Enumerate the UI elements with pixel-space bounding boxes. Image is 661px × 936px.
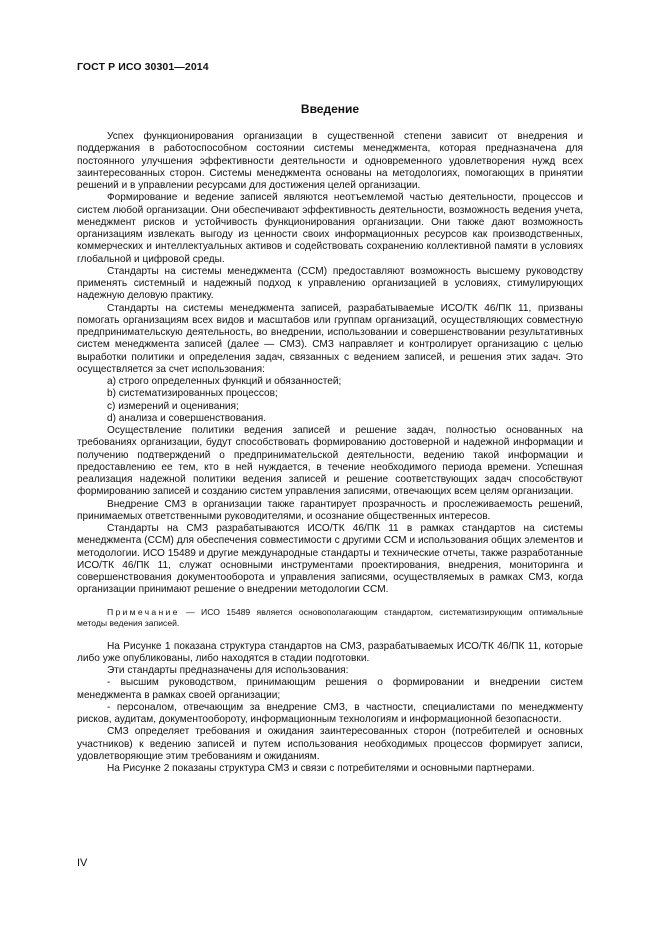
paragraph: Формирование и ведение записей являются неотъемлемой частью деятельности, процессов и систем любой организации. Они обеспечивают эффективность деятельности, возможность ведения учета, менеджмент рисков и устойчивость функционирования организации. Они также дают возможность организациям извлекать выгоду из ценности своих информационных ресурсов как производственных, коммерческих и интеллектуальных активов и содействовать сохранению коллективной памяти в условиях глобальной и цифровой среды. [77,192,583,265]
paragraph: Успех функционирования организации в существенной степени зависит от внедрения и поддержания в работоспособном состоянии системы менеджмента, которая предназначена для постоянного улучшения эффективности деятельности и одновременного удовлетворения нужд всех заинтересованных сторон. Системы менеджмента основаны на методологиях, помогающих в принятии решений и в управлении ресурсами для достижения целей организации. [77,131,583,191]
paragraph: Стандарты на СМЗ разрабатываются ИСО/ТК 46/ПК 11 в рамках стандартов на системы менеджмента (ССМ) для обеспечения совместимости с другими ССМ и использования общих элементов и методологии. ИСО 15489 и другие международные стандарты и технические отчеты, также разработанные ИСО/ТК 46/ПК 11, служат основными инструментами проектирования, внедрения, мониторинга и совершенствования документооборота и управления записями, осуществляемых в рамках СМЗ, когда организации принимают решение о внедрении методологии ССМ. [77,523,583,596]
list-item: а) строго определенных функций и обязанностей; [107,376,342,387]
note-label: Примечание [107,606,180,617]
paragraph: - персоналом, отвечающим за внедрение СМЗ, в частности, специалистами по менеджменту рисков, аудитам, документообороту, информационным технологиям и информационной безопасности. [77,701,583,725]
paragraph: Внедрение СМЗ в организации также гарантирует прозрачность и прослеживаемость решений, принимаемых ответственными руководителями, и осознание общественных интересов. [77,498,583,522]
section-title: Введение [300,102,360,116]
document-header: ГОСТ Р ИСО 30301—2014 [77,61,209,73]
body-text [77,131,583,775]
list-item: b) систематизированных процессов; [107,388,278,400]
paragraph: Стандарты на системы менеджмента (ССМ) предоставляют возможность высшему руководству применять системный и надежный подход к управлению организацией в условиях, стимулирующих надежную деловую практику. [77,265,583,302]
paragraph: - высшим руководством, принимающим решения о формировании и внедрении систем менеджмента в рамках своей организации; [77,677,583,701]
list-item: c) измерений и оценивания; [107,400,239,412]
paragraph: Стандарты на системы менеджмента записей, разрабатываемые ИСО/ТК 46/ПК 11, призваны помогать организациям всех видов и масштабов или группам организаций, осуществляющих совместную предпринимательскую деятельность, во внедрении, использовании и совершенствовании результативных систем менеджмента записей (далее — СМЗ). СМЗ направляет и контролирует организацию с целью выработки политики и определения задач, связанных с ведением записей, и решения этих задач. Это осуществляется за счет использования: [77,302,583,375]
list-item: d) анализа и совершенствования. [107,412,267,424]
note-text: — ИСО 15489 является основополагающим стандартом, систематизирующим оптимальные методы ведения записей. [77,606,583,628]
note [77,607,583,629]
paragraph: СМЗ определяет требования и ожидания заинтересованных сторон (потребителей и основных участников) к ведению записей и путем использования необходимых процессов формирует записи, удовлетворяющие этим требованиям и ожиданиям. [77,726,583,762]
paragraph: Эти стандарты предназначены для использования: [107,665,349,676]
paragraph: На Рисунке 1 показана структура стандартов на СМЗ, разрабатываемых ИСО/ТК 46/ПК 11, которые либо уже опубликованы, либо находятся в стадии подготовки. [77,640,583,664]
paragraph: На Рисунке 2 показаны структура СМЗ и связи с потребителями и основными партнерами. [107,763,535,774]
paragraph: Осуществление политики ведения записей и решение задач, полностью основанных на требованиях организации, будут способствовать формированию достоверной и надежной информации и получению подтверждений о предпринимательской деятельности, ведению такой информации и предоставлению ее тем, кто в ней нуждается, в течение необходимого периода времени. Успешная реализация надежной политики ведения записей и решение соответствующих задач способствуют формированию записей и созданию систем управления записями, отвечающих всем целям организации. [77,425,583,498]
page-number: IV [77,857,88,869]
